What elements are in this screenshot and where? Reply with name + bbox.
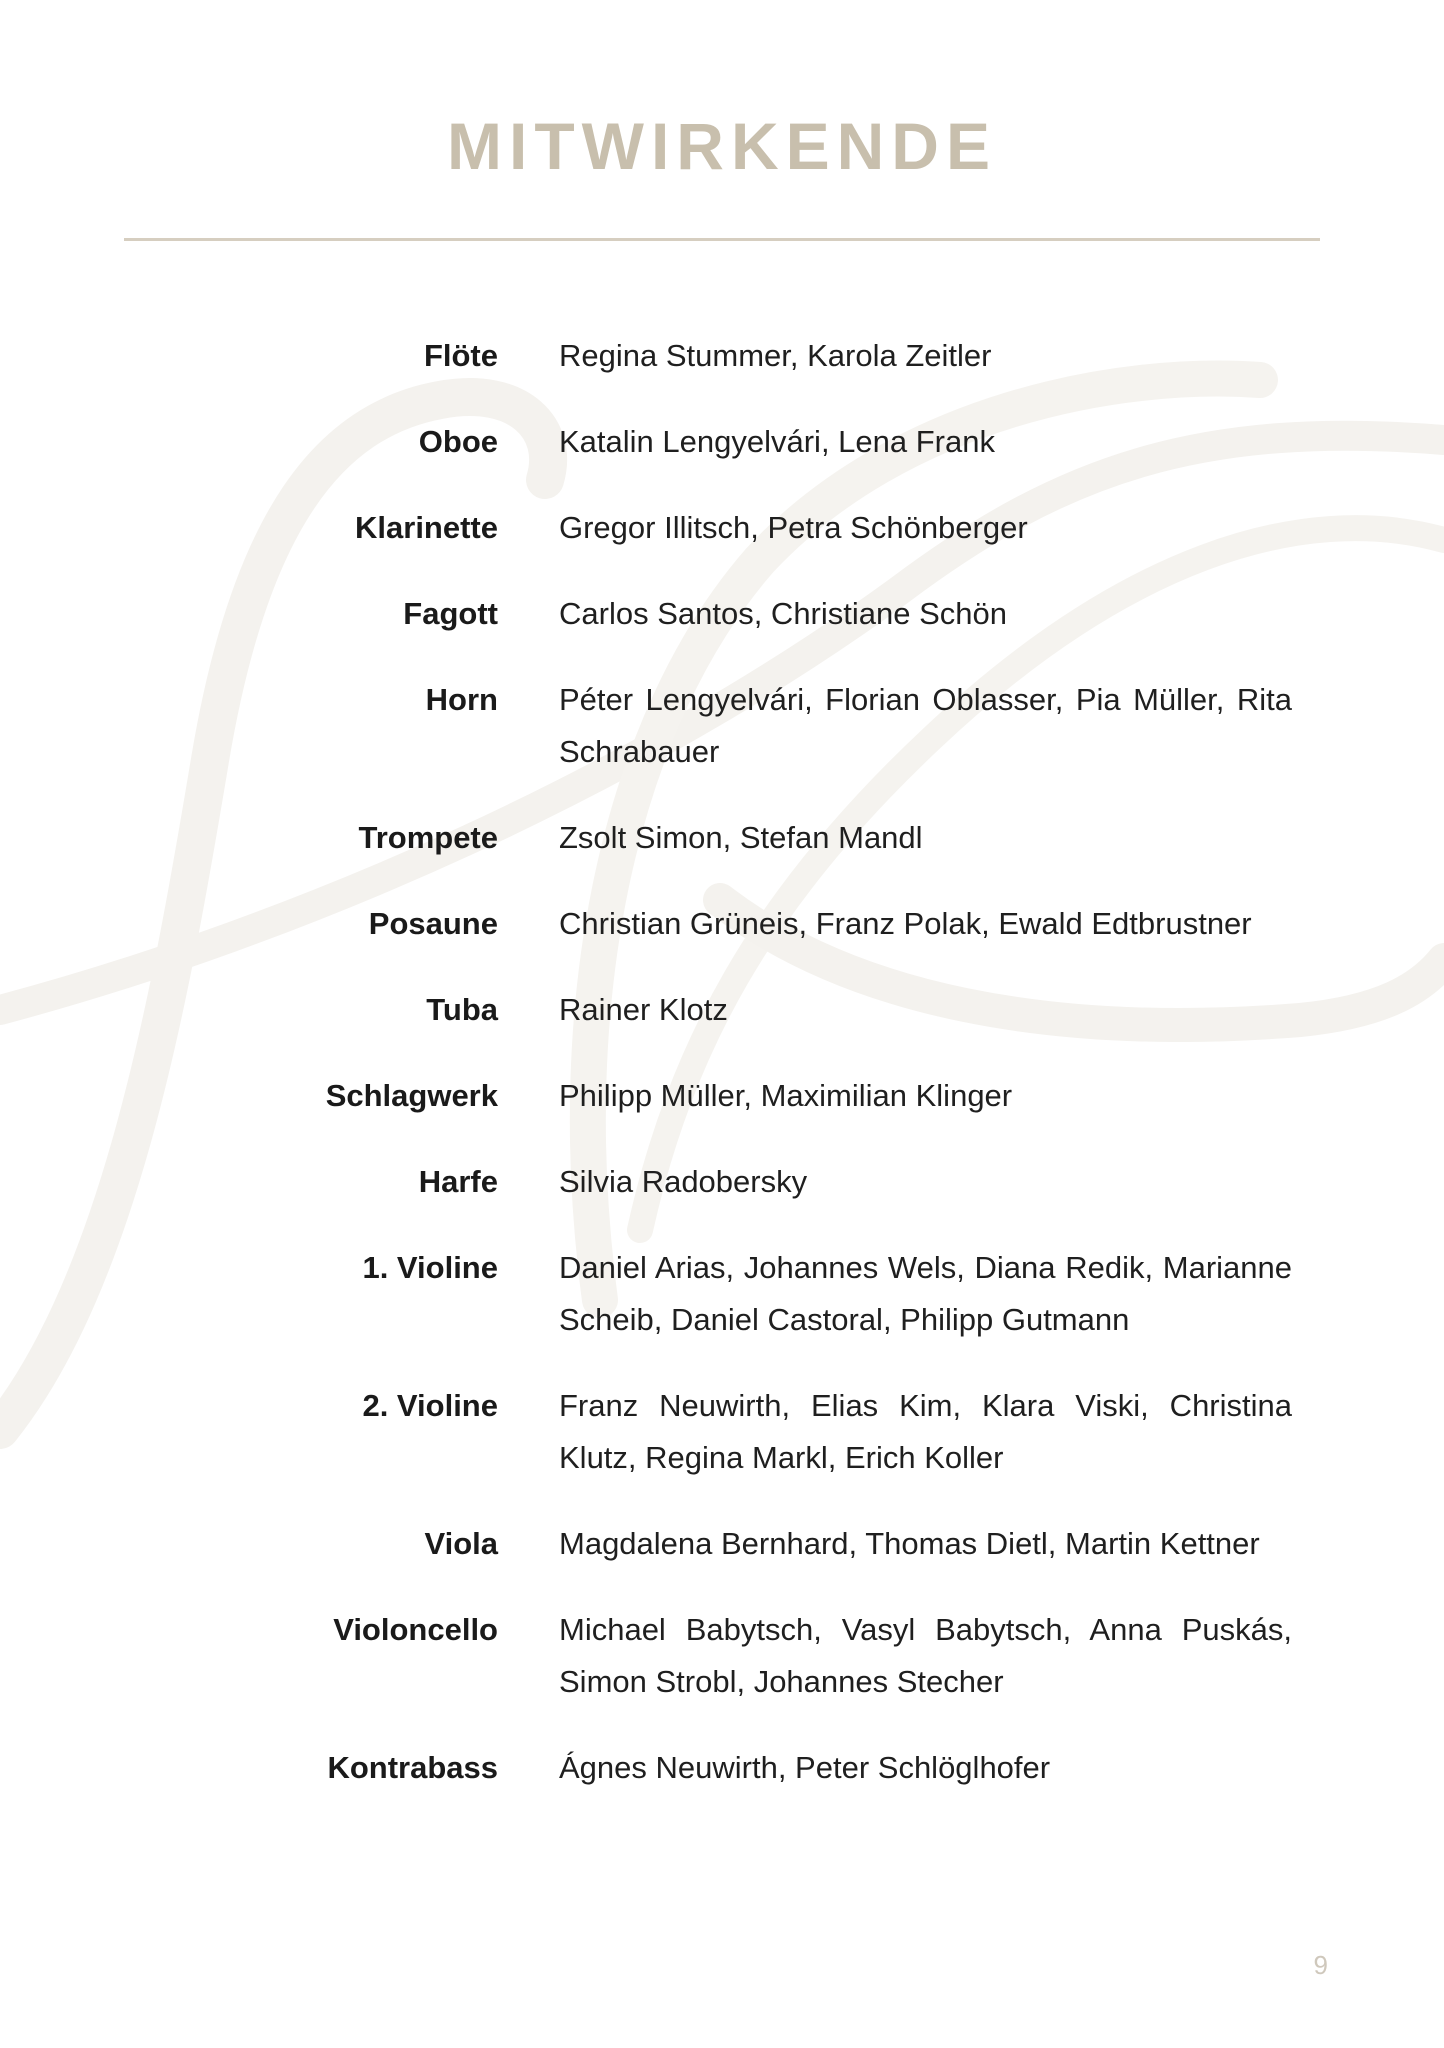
roster-row bbox=[0, 1742, 1444, 1794]
instrument-label: 2. Violine bbox=[362, 1388, 498, 1423]
page-number: 9 bbox=[1313, 1950, 1328, 1980]
instrument-label: Violoncello bbox=[333, 1612, 498, 1647]
roster-row bbox=[0, 1156, 1444, 1208]
instrument-label: Schlagwerk bbox=[325, 1078, 498, 1113]
player-names: Christian Grüneis, Franz Polak, Ewald Edtbrustner bbox=[559, 906, 1252, 941]
roster-row bbox=[0, 898, 1444, 950]
instrument-label: Oboe bbox=[418, 424, 498, 459]
player-names: Rainer Klotz bbox=[559, 992, 728, 1027]
instrument-label: 1. Violine bbox=[362, 1250, 498, 1285]
roster-list bbox=[0, 330, 1444, 1828]
instrument-label: Flöte bbox=[423, 338, 498, 373]
instrument-label: Trompete bbox=[358, 820, 498, 855]
instrument-label: Viola bbox=[424, 1526, 498, 1561]
roster-row bbox=[0, 416, 1444, 468]
instrument-label: Horn bbox=[425, 682, 498, 717]
player-names: Magdalena Bernhard, Thomas Dietl, Martin Kettner bbox=[559, 1526, 1260, 1561]
instrument-label: Posaune bbox=[368, 906, 498, 941]
instrument-label: Klarinette bbox=[355, 510, 498, 545]
player-names: Gregor Illitsch, Petra Schönberger bbox=[559, 510, 1028, 545]
player-names: Regina Stummer, Karola Zeitler bbox=[559, 338, 992, 373]
instrument-label: Kontrabass bbox=[327, 1750, 498, 1785]
page-title: MITWIRKENDE bbox=[447, 109, 997, 183]
roster-row bbox=[0, 1518, 1444, 1570]
player-names: Katalin Lengyelvári, Lena Frank bbox=[559, 424, 995, 459]
player-names: Ágnes Neuwirth, Peter Schlöglhofer bbox=[559, 1750, 1051, 1785]
player-names: Zsolt Simon, Stefan Mandl bbox=[559, 820, 923, 855]
player-names: Carlos Santos, Christiane Schön bbox=[559, 596, 1008, 631]
instrument-label: Harfe bbox=[418, 1164, 498, 1199]
player-names: Franz Neuwirth, Elias Kim, Klara Viski, Christina Klutz, Regina Markl, Erich Koller bbox=[559, 1388, 1292, 1475]
roster-row bbox=[0, 984, 1444, 1036]
title-divider bbox=[124, 238, 1320, 241]
instrument-label: Fagott bbox=[403, 596, 498, 631]
roster-row bbox=[0, 1242, 1444, 1346]
instrument-label: Tuba bbox=[426, 992, 498, 1027]
roster-row bbox=[0, 502, 1444, 554]
player-names: Péter Lengyelvári, Florian Oblasser, Pia Müller, Rita Schrabauer bbox=[559, 682, 1292, 769]
roster-row bbox=[0, 330, 1444, 382]
player-names: Philipp Müller, Maximilian Klinger bbox=[559, 1078, 1013, 1113]
roster-row bbox=[0, 588, 1444, 640]
roster-row bbox=[0, 1380, 1444, 1484]
player-names: Silvia Radobersky bbox=[559, 1164, 808, 1199]
player-names: Michael Babytsch, Vasyl Babytsch, Anna Puskás, Simon Strobl, Johannes Stecher bbox=[559, 1612, 1292, 1699]
player-names: Daniel Arias, Johannes Wels, Diana Redik, Marianne Scheib, Daniel Castoral, Philipp Gutmann bbox=[559, 1250, 1292, 1337]
roster-row bbox=[0, 1070, 1444, 1122]
roster-row bbox=[0, 812, 1444, 864]
roster-row bbox=[0, 1604, 1444, 1708]
roster-row bbox=[0, 674, 1444, 778]
